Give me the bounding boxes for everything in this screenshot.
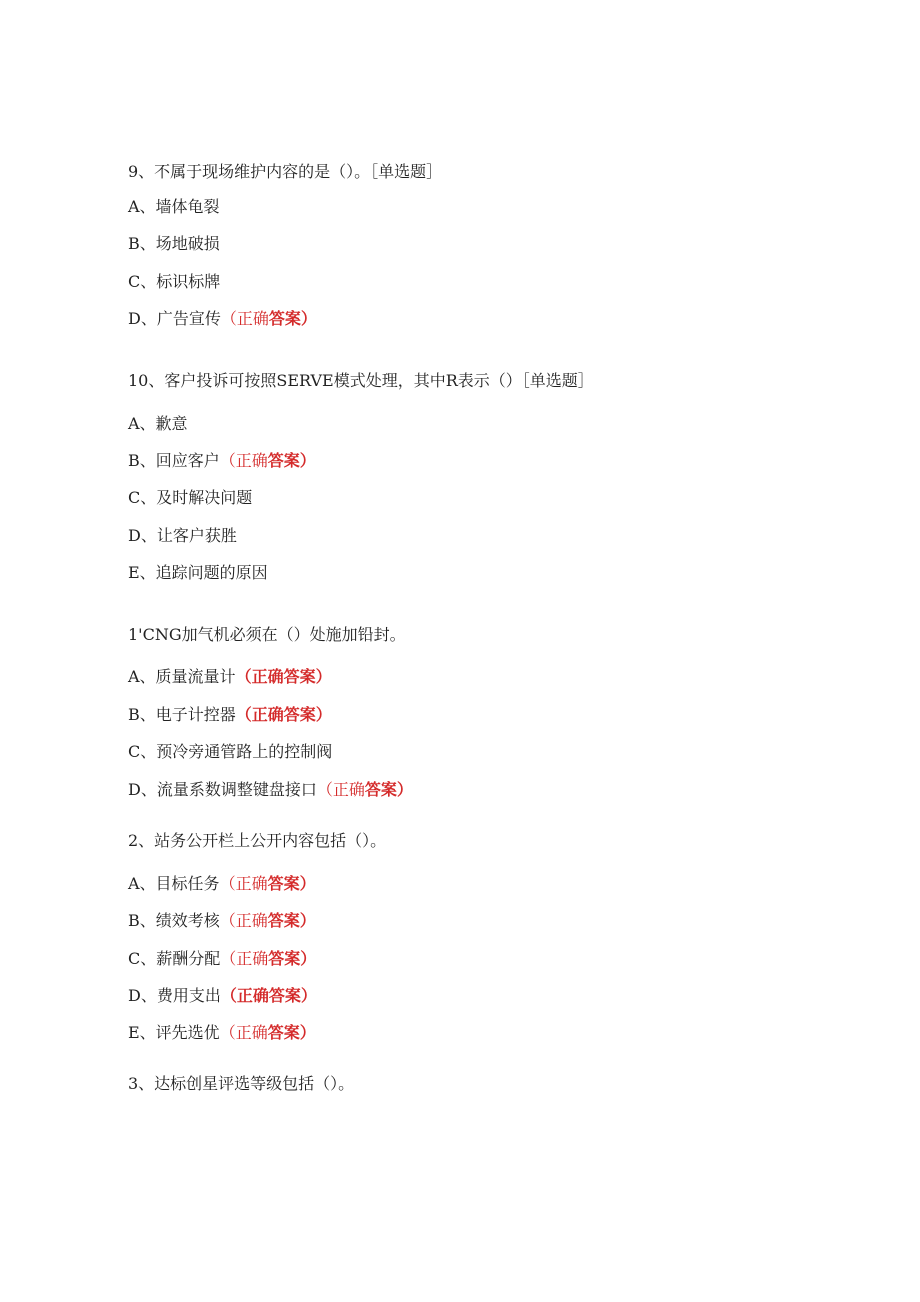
option-text: A、墙体龟裂 <box>128 197 220 216</box>
question-title: 2、站务公开栏上公开内容包括（）。 <box>128 831 387 850</box>
option-text: C、薪酬分配 <box>128 949 221 968</box>
correct-answer-mark: （正确 <box>219 451 268 470</box>
option-text: A、目标任务 <box>128 874 220 893</box>
option-item <box>128 196 220 218</box>
option-text: D、费用支出 <box>128 986 221 1005</box>
option-item <box>128 910 316 932</box>
option-text: A、歉意 <box>128 414 188 433</box>
option-item <box>128 704 332 726</box>
correct-answer-mark-bold: （正确答案） <box>235 667 332 686</box>
option-item <box>128 985 317 1007</box>
correct-answer-mark-bold: （正确答案） <box>220 986 317 1005</box>
option-item <box>128 271 220 293</box>
option-text: B、电子计控器 <box>128 705 236 724</box>
correct-answer-mark-bold: 答案） <box>267 911 316 930</box>
option-text: B、绩效考核 <box>128 911 220 930</box>
question-title: 1'CNG加气机必须在（）处施加铅封。 <box>128 625 406 644</box>
option-item <box>128 666 332 688</box>
correct-answer-mark: （正确 <box>219 874 268 893</box>
option-item <box>128 562 268 584</box>
option-text: A、质量流量计 <box>128 667 236 686</box>
option-text: E、评先选优 <box>128 1023 220 1042</box>
correct-answer-mark: （正确 <box>316 780 365 799</box>
correct-answer-mark: （正确 <box>220 949 269 968</box>
option-item <box>128 487 252 509</box>
option-item <box>128 233 220 255</box>
option-item <box>128 450 316 472</box>
question-title: 3、达标创星评选等级包括（）。 <box>128 1074 355 1093</box>
option-text: D、广告宣传 <box>128 309 221 328</box>
option-text: C、预冷旁通管路上的控制阀 <box>128 742 333 761</box>
option-item <box>128 413 188 435</box>
correct-answer-mark-bold: 答案） <box>267 451 316 470</box>
option-item <box>128 741 332 763</box>
option-text: D、让客户获胜 <box>128 526 237 545</box>
correct-answer-mark: （正确 <box>219 911 268 930</box>
option-text: B、回应客户 <box>128 451 220 470</box>
correct-answer-mark-bold: 答案） <box>364 780 413 799</box>
option-text: B、场地破损 <box>128 234 220 253</box>
correct-answer-mark-bold: 答案） <box>268 309 317 328</box>
correct-answer-mark-bold: （正确答案） <box>235 705 332 724</box>
correct-answer-mark-bold: 答案） <box>267 1023 316 1042</box>
correct-answer-mark: （正确 <box>220 309 269 328</box>
option-text: E、追踪问题的原因 <box>128 563 268 582</box>
option-item <box>128 948 316 970</box>
question-title: 10、客户投诉可按照SERVE模式处理，其中R表示（）［单选题］ <box>128 371 594 390</box>
question-title: 9、不属于现场维护内容的是（）。［单选题］ <box>128 162 443 181</box>
correct-answer-mark-bold: 答案） <box>268 949 317 968</box>
option-item <box>128 779 413 801</box>
option-item <box>128 308 317 330</box>
option-text: C、及时解决问题 <box>128 488 253 507</box>
option-item <box>128 873 316 895</box>
option-item <box>128 525 237 547</box>
correct-answer-mark: （正确 <box>219 1023 268 1042</box>
option-item <box>128 1022 316 1044</box>
option-text: D、流量系数调整键盘接口 <box>128 780 317 799</box>
option-text: C、标识标牌 <box>128 272 221 291</box>
correct-answer-mark-bold: 答案） <box>267 874 316 893</box>
